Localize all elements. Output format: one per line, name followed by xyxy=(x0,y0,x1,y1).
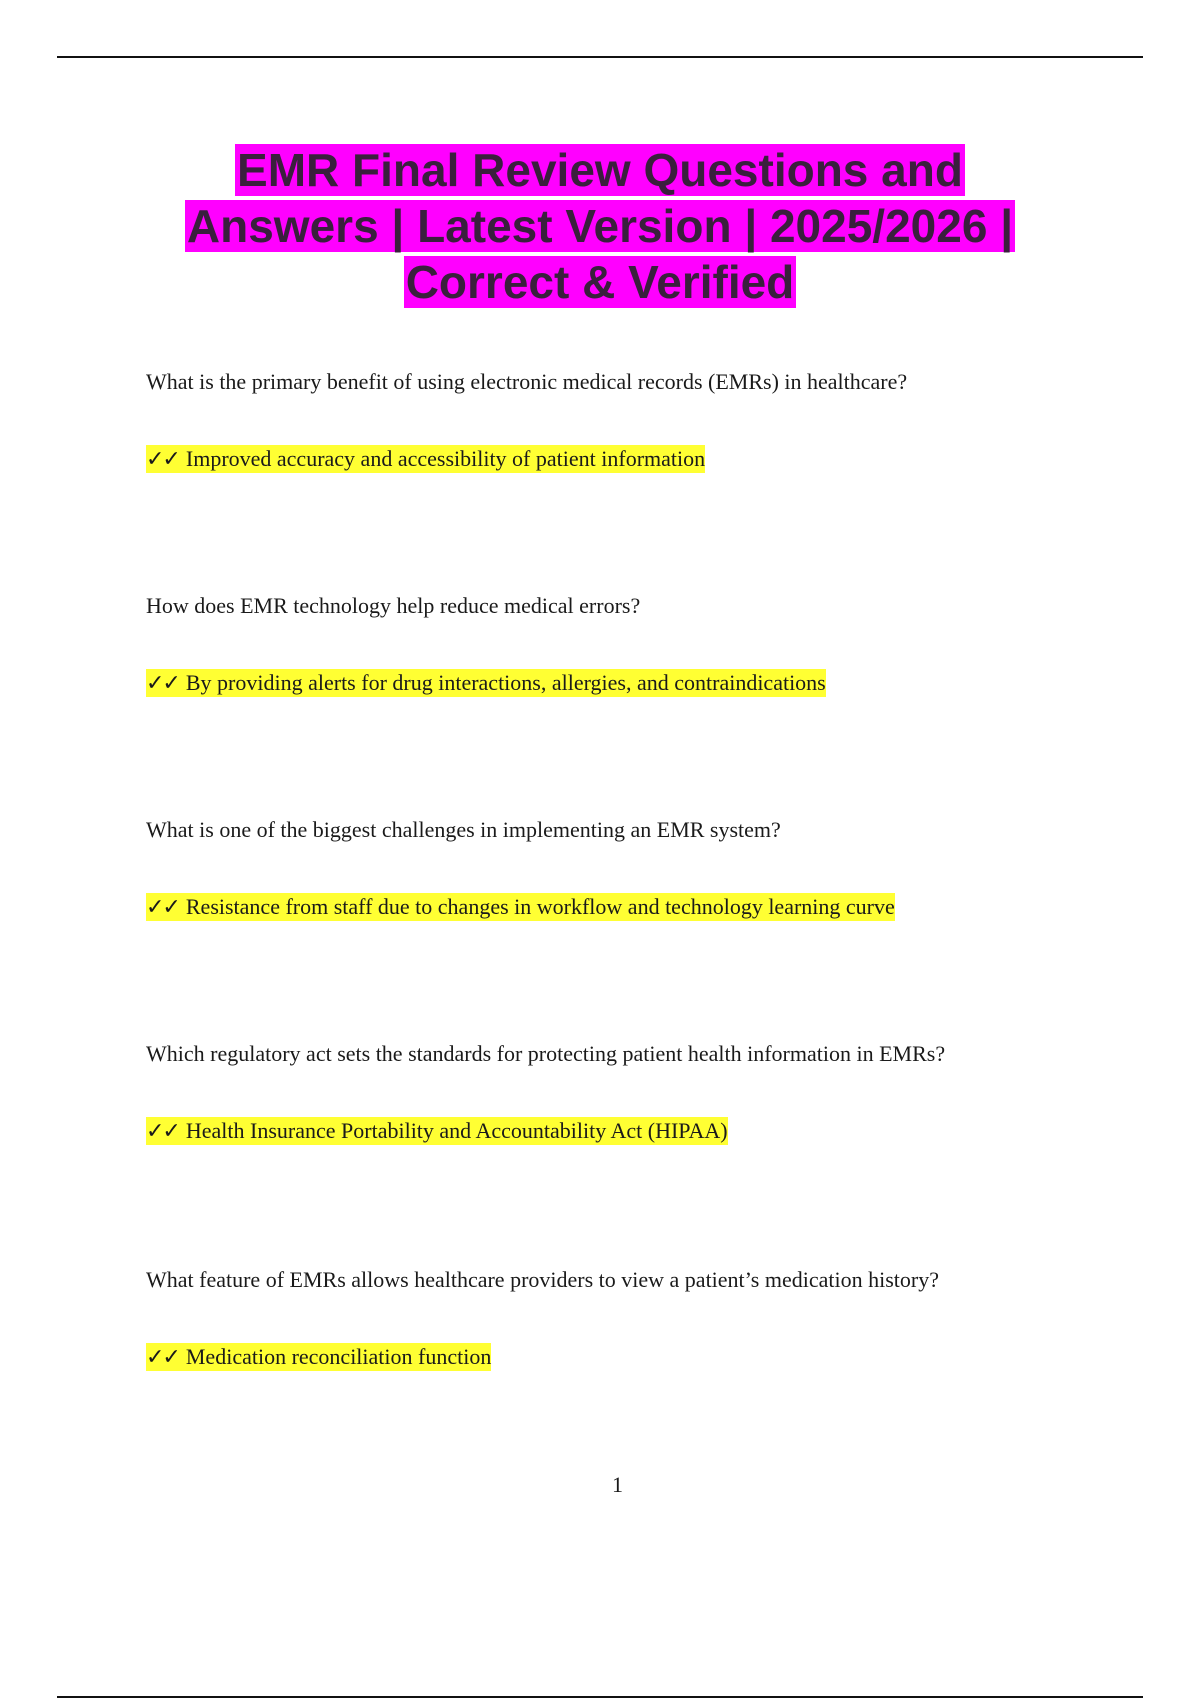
double-check-icon: ✓✓ xyxy=(146,671,179,696)
question-text: Which regulatory act sets the standards for protecting patient health information in EMRs? xyxy=(146,1041,946,1066)
question-text: What is the primary benefit of using electronic medical records (EMRs) in healthcare? xyxy=(146,369,908,394)
answer-highlight xyxy=(146,1343,491,1371)
answer-text: Medication reconciliation function xyxy=(185,1344,492,1369)
qa-item xyxy=(146,368,1106,472)
title-line-1: EMR Final Review Questions and xyxy=(237,144,963,196)
answer xyxy=(146,444,705,475)
top-rule xyxy=(57,56,1143,58)
qa-item xyxy=(146,1266,1106,1370)
answer xyxy=(146,1342,491,1373)
double-check-icon: ✓✓ xyxy=(146,447,179,472)
bottom-rule xyxy=(57,1696,1143,1698)
double-check-icon: ✓✓ xyxy=(146,1119,179,1144)
answer-highlight xyxy=(146,445,705,473)
answer-text: Resistance from staff due to changes in workflow and technology learning curve xyxy=(185,894,895,919)
answer-highlight xyxy=(146,1117,728,1145)
answer-text: Health Insurance Portability and Accountability Act (HIPAA) xyxy=(185,1118,728,1143)
answer xyxy=(146,892,895,923)
answer-text: Improved accuracy and accessibility of patient information xyxy=(185,446,706,471)
double-check-icon: ✓✓ xyxy=(146,895,179,920)
title-line-3: Correct & Verified xyxy=(405,256,795,308)
answer xyxy=(146,1116,728,1147)
title-line-2: Answers | Latest Version | 2025/2026 | xyxy=(186,200,1014,252)
qa-item xyxy=(146,1040,1106,1144)
question-text: What feature of EMRs allows healthcare providers to view a patient’s medication history? xyxy=(146,1267,939,1292)
double-check-icon: ✓✓ xyxy=(146,1345,179,1370)
answer xyxy=(146,668,826,699)
question-text: How does EMR technology help reduce medical errors? xyxy=(146,593,641,618)
qa-item xyxy=(146,592,1106,696)
answer-highlight xyxy=(146,893,895,921)
qa-item xyxy=(146,816,1106,920)
answer-text: By providing alerts for drug interactions, allergies, and contraindications xyxy=(185,670,826,695)
answer-highlight xyxy=(146,669,826,697)
page-number: 1 xyxy=(612,1472,623,1497)
document-title xyxy=(100,142,1100,310)
question-text: What is one of the biggest challenges in implementing an EMR system? xyxy=(146,817,781,842)
